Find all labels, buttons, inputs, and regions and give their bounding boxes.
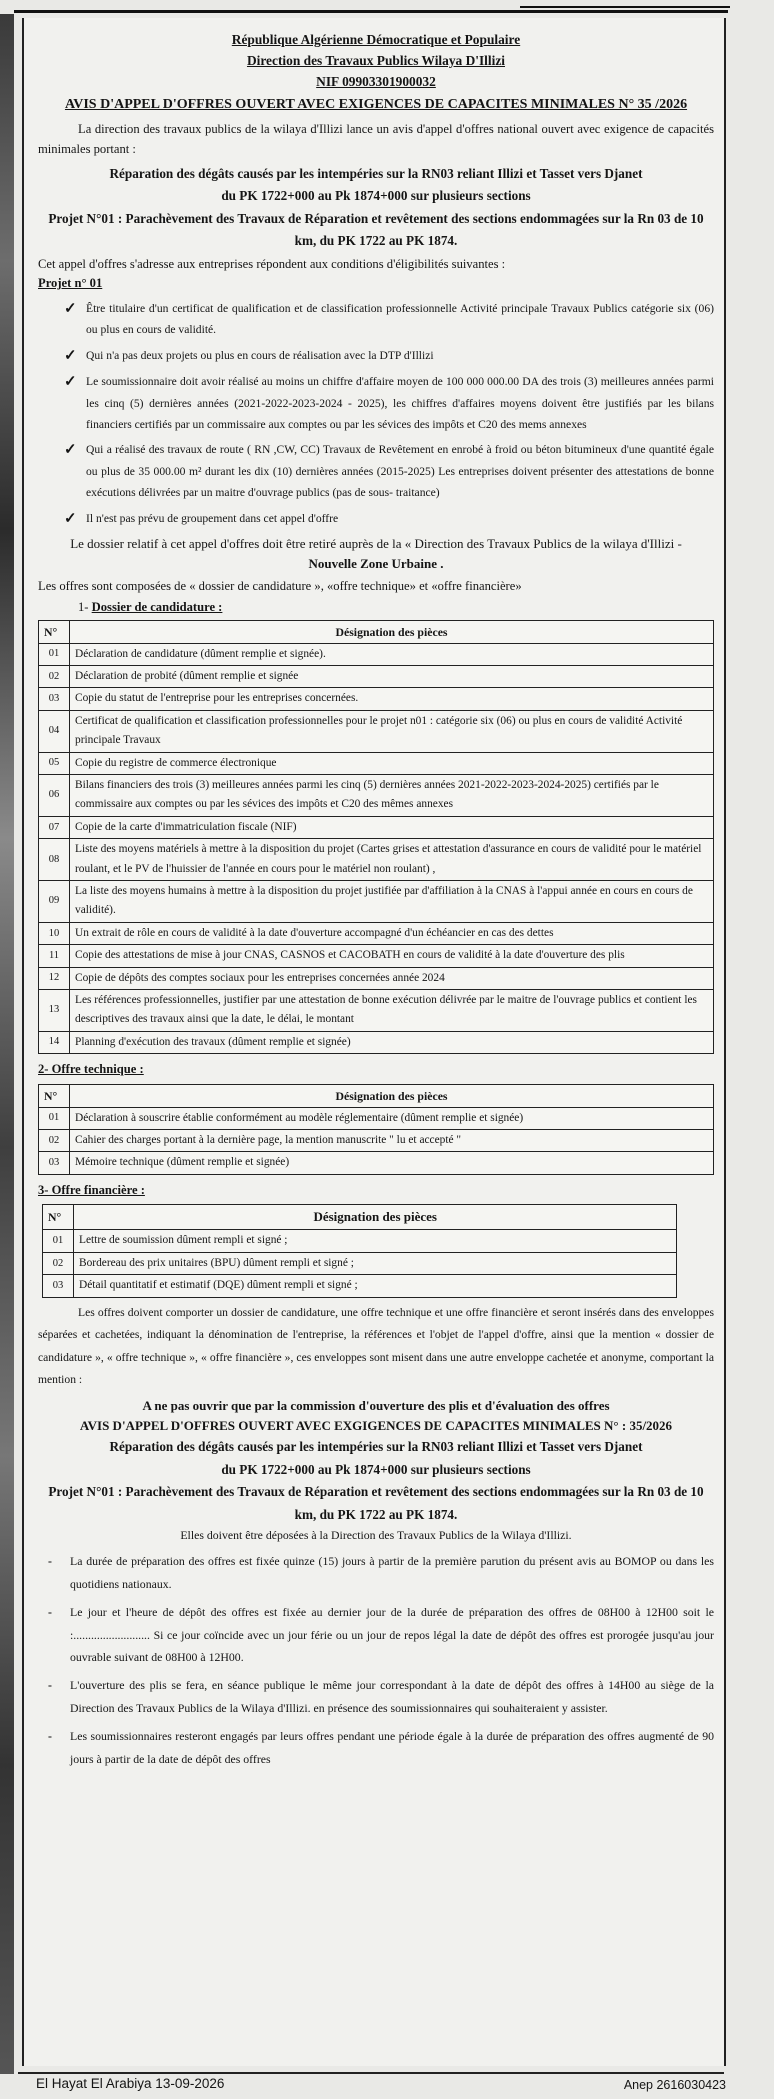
header-republic: République Algérienne Démocratique et Populaire: [231, 32, 521, 47]
col-designation-header: Désignation des pièces: [74, 1205, 677, 1230]
checkmark-icon: ✓: [64, 300, 77, 317]
project-label: Projet n° 01: [38, 276, 103, 291]
table-row: [39, 1130, 714, 1152]
mention-line-3: Réparation des dégâts causés par les intempéries sur la RN03 reliant Illizi et Tasset vers Djanet: [109, 1439, 643, 1455]
col-number-header: N°: [39, 1084, 70, 1107]
top-rule-stub: [520, 0, 730, 8]
list-item: [48, 1725, 714, 1770]
mention-line-6: km, du PK 1722 au PK 1874.: [294, 1506, 458, 1522]
bullet-text: Le jour et l'heure de dépôt des offres est fixée au dernier jour de la durée de préparation des offres de 08H00 à 12H00 soit le :.......................... Si ce jour coïncide avec un jour férie ou un jour de repos légal la date de dépôt des offres est prorogée jusqu'au jour ouvrable suivant de 08H00 à 12H00.: [70, 1605, 714, 1664]
row-number: 08: [39, 839, 70, 881]
table-row: [43, 1230, 677, 1252]
row-number: 02: [39, 1130, 70, 1152]
list-item: [48, 1601, 714, 1668]
bullet-dash-icon: -: [48, 1729, 52, 1744]
page-footer: [18, 2072, 724, 2094]
col-designation-header: Désignation des pièces: [70, 620, 714, 643]
table-row: [39, 643, 714, 665]
technical-table: [38, 1084, 714, 1175]
candidature-table: [38, 620, 714, 1054]
header-direction: Direction des Travaux Publics Wilaya D'Illizi: [246, 52, 506, 68]
dossier-retrait-2: Nouvelle Zone Urbaine .: [308, 556, 444, 572]
section-2-title: 2- Offre technique :: [38, 1062, 144, 1077]
condition-item: [64, 439, 714, 503]
mention-line-4: du PK 1722+000 au Pk 1874+000 sur plusieurs sections: [221, 1461, 531, 1477]
row-designation: Les références professionnelles, justifier par une attestation de bonne exécution délivrée par le maitre de l'ouvrage publics et contient les descriptives des travaux ainsi que la date, le délai, le montant: [70, 989, 714, 1031]
row-number: 07: [39, 816, 70, 838]
row-number: 03: [39, 1152, 70, 1174]
footer-anep-ref: Anep 2616030423: [623, 2078, 726, 2092]
notice-content: [38, 30, 714, 1770]
dossier-retrait-1: Le dossier relatif à cet appel d'offres doit être retiré auprès de la « Direction des Travaux Publics de la wilaya d'Illizi -: [70, 536, 682, 552]
table-row: [39, 880, 714, 922]
table-row: [39, 1107, 714, 1129]
section-3-title: 3- Offre financière :: [38, 1182, 145, 1197]
row-number: 03: [43, 1275, 74, 1297]
row-number: 02: [43, 1252, 74, 1274]
notice-frame: [22, 18, 726, 2066]
condition-text: Il n'est pas prévu de groupement dans cet appel d'offre: [86, 511, 339, 525]
condition-text: Être titulaire d'un certificat de qualification et de classification professionnelle Activité principale Travaux Publics catégorie six (06) ou plus en cours de validité.: [86, 301, 714, 337]
row-designation: Liste des moyens matériels à mettre à la disposition du projet (Cartes grises et attestation d'assurance en cours de validité pour le matériel roulant, et le PV de l'huissier de l'année en cours pour le matériel non roulant) ,: [70, 839, 714, 881]
adjacent-page-strip: [0, 14, 14, 2074]
deposit-text: Elles doivent être déposées à la Direction des Travaux Publics de la Wilaya d'Illizi.: [180, 1528, 572, 1542]
row-number: 03: [39, 688, 70, 710]
bullet-dash-icon: -: [48, 1605, 52, 1620]
row-designation: Cahier des charges portant à la dernière page, la mention manuscrite " lu et accepté ": [70, 1130, 714, 1152]
section-1-title: Dossier de candidature :: [91, 600, 223, 615]
table-row: [39, 666, 714, 688]
table-row: [39, 1031, 714, 1053]
condition-item: [64, 345, 714, 368]
intro-text: La direction des travaux publics de la wilaya d'Illizi lance un avis d'appel d'offres national ouvert avec exigence de capacités minimales portant :: [38, 121, 714, 156]
table-row: [39, 816, 714, 838]
row-designation: Copie de dépôts des comptes sociaux pour les entreprises concernées année 2024: [70, 967, 714, 989]
row-number: 04: [39, 710, 70, 752]
table-row: [39, 945, 714, 967]
bullet-text: Les soumissionnaires resteront engagés par leurs offres pendant une période égale à la durée de préparation des offres augmenté de 90 jours à partir de la date de dépôt des offres: [70, 1729, 714, 1766]
notice-title: AVIS D'APPEL D'OFFRES OUVERT AVEC EXIGENCES DE CAPACITES MINIMALES N° 35 /2026: [64, 97, 688, 113]
row-designation: Certificat de qualification et classification professionnelles pour le projet n01 : catégorie six (06) ou plus en cours de validité Activité principale Travaux: [70, 710, 714, 752]
bullet-text: La durée de préparation des offres est fixée quinze (15) jours à partir de la première parution du présent avis au BOMOP ou dans les quotidiens nationaux.: [70, 1554, 714, 1591]
table-row: [39, 688, 714, 710]
row-designation: Détail quantitatif et estimatif (DQE) dûment rempli et signé ;: [74, 1275, 677, 1297]
row-number: 12: [39, 967, 70, 989]
offers-composition: Les offres sont composées de « dossier de candidature », «offre technique» et «offre financière»: [38, 578, 522, 593]
table-row: [43, 1275, 677, 1297]
object-line-2: du PK 1722+000 au Pk 1874+000 sur plusieurs sections: [221, 188, 531, 204]
table-row: [39, 752, 714, 774]
checkmark-icon: ✓: [64, 347, 77, 364]
condition-item: [64, 298, 714, 341]
bullet-dash-icon: -: [48, 1678, 52, 1693]
row-designation: Déclaration de probité (dûment remplie et signée: [70, 666, 714, 688]
checkmark-icon: ✓: [64, 442, 77, 459]
envelopes-text: Les offres doivent comporter un dossier de candidature, une offre technique et une offre financière et seront insérés dans des enveloppes séparées et cachetées, indiquant la dénomination de l'entreprise, la références et l'objet de l'appel d'offre, ainsi que la mention « dossier de candidature », « offre technique », « offre financière », ces enveloppes sont misent dans une autre enveloppe cachetée et anonyme, comportant la mention :: [38, 1305, 714, 1387]
mention-line-2: AVIS D'APPEL D'OFFRES OUVERT AVEC EXGIGENCES DE CAPACITES MINIMALES N° : 35/2026: [79, 1418, 673, 1434]
condition-text: Le soumissionnaire doit avoir réalisé au moins un chiffre d'affaire moyen de 100 000 000.00 DA des trois (3) meilleures années parmi les cinq (5) dernières années (2021-2022-2023-2024 - 2025), les chiffres d'affaires moyens doivent être justifiés par les bilans financiers certifiés par un commissaire aux comptes ou par les sévices des impôts et C20 des mems annexes: [86, 375, 714, 432]
col-number-header: N°: [43, 1205, 74, 1230]
object-line-1: Réparation des dégâts causés par les intempéries sur la RN03 reliant Illizi et Tasset vers Djanet: [109, 166, 643, 182]
row-designation: Lettre de soumission dûment rempli et signé ;: [74, 1230, 677, 1252]
table-header-row: [39, 620, 714, 643]
top-rule: [14, 10, 728, 13]
table-row: [39, 967, 714, 989]
table-row: [39, 710, 714, 752]
row-number: 10: [39, 922, 70, 944]
condition-text: Qui n'a pas deux projets ou plus en cours de réalisation avec la DTP d'Illizi: [86, 348, 434, 362]
technical-table-body: [39, 1107, 714, 1174]
row-number: 01: [39, 1107, 70, 1129]
row-number: 14: [39, 1031, 70, 1053]
row-designation: Un extrait de rôle en cours de validité à la date d'ouverture accompagné d'un échéancier en cas des dettes: [70, 922, 714, 944]
row-number: 01: [43, 1230, 74, 1252]
condition-item: [64, 508, 714, 531]
row-designation: Copie des attestations de mise à jour CNAS, CASNOS et CACOBATH en cours de validité à la date d'ouverture des plis: [70, 945, 714, 967]
condition-text: Qui a réalisé des travaux de route ( RN ,CW, CC) Travaux de Revêtement en enrobé à froid ou béton bitumineux d'une quantité égale ou plus de 35 000.00 m² durant les dix (10) dernières années (2015-2025) Les entreprises doivent présenter des attestations de bonne exécutions délivrées par un maitre d'ouvrage publics (pas de sous- traitance): [86, 443, 714, 500]
row-designation: Bilans financiers des trois (3) meilleures années parmi les cinq (5) dernières années 2021-2022-2023-2024-2025) certifiés par le commissaire aux comptes ou par les sévices des impôts et C20 des mêmes annexes: [70, 775, 714, 817]
list-item: [48, 1674, 714, 1719]
row-designation: Copie de la carte d'immatriculation fiscale (NIF): [70, 816, 714, 838]
row-number: 06: [39, 775, 70, 817]
header-nif: NIF 09903301900032: [316, 73, 436, 89]
table-header-row: [39, 1084, 714, 1107]
row-designation: Planning d'exécution des travaux (dûment remplie et signée): [70, 1031, 714, 1053]
col-number-header: N°: [39, 620, 70, 643]
row-number: 09: [39, 880, 70, 922]
row-number: 13: [39, 989, 70, 1031]
table-row: [39, 775, 714, 817]
row-number: 05: [39, 752, 70, 774]
table-row: [39, 922, 714, 944]
mention-line-5: Projet N°01 : Parachèvement des Travaux de Réparation et revêtement des sections endommagées sur la Rn 03 de 10: [48, 1484, 704, 1500]
row-number: 02: [39, 666, 70, 688]
col-designation-header: Désignation des pièces: [70, 1084, 714, 1107]
checkmark-icon: ✓: [64, 510, 77, 527]
row-designation: Copie du statut de l'entreprise pour les entreprises concernées.: [70, 688, 714, 710]
table-header-row: [43, 1205, 677, 1230]
bullet-dash-icon: -: [48, 1554, 52, 1569]
section-1-heading: [78, 598, 714, 618]
project-line-1: Projet N°01 : Parachèvement des Travaux de Réparation et revêtement des sections endommagées sur la Rn 03 de 10: [48, 210, 704, 226]
eligibility-intro: Cet appel d'offres s'adresse aux entreprises répondent aux conditions d'éligibilités suivantes :: [38, 256, 506, 271]
row-designation: Déclaration à souscrire établie conformément au modèle réglementaire (dûment remplie et signée): [70, 1107, 714, 1129]
table-row: [39, 989, 714, 1031]
row-designation: La liste des moyens humains à mettre à la disposition du projet justifiée par d'affiliation à la CNAS à l'appui année en cours en cours de validité).: [70, 880, 714, 922]
footer-newspaper-date: El Hayat El Arabiya 13-09-2026: [36, 2076, 225, 2091]
bullet-text: L'ouverture des plis se fera, en séance publique le même jour correspondant à la date de dépôt des offres à 14H00 au siège de la Direction des Travaux Publics de la Wilaya d'Illizi. en présence des soumissionnaires qui souhaiteraient y assister.: [70, 1678, 714, 1715]
table-row: [43, 1252, 677, 1274]
row-number: 01: [39, 643, 70, 665]
row-designation: Copie du registre de commerce électronique: [70, 752, 714, 774]
candidature-table-body: [39, 643, 714, 1053]
section-1-number: 1-: [78, 600, 89, 615]
row-number: 11: [39, 945, 70, 967]
project-line-2: km, du PK 1722 au PK 1874.: [294, 233, 458, 249]
row-designation: Bordereau des prix unitaires (BPU) dûment rempli et signé ;: [74, 1252, 677, 1274]
mention-line-1: A ne pas ouvrir que par la commission d'ouverture des plis et d'évaluation des offres: [142, 1397, 610, 1413]
condition-item: [64, 371, 714, 435]
table-row: [39, 1152, 714, 1174]
table-row: [39, 839, 714, 881]
financial-table-body: [43, 1230, 677, 1297]
list-item: [48, 1550, 714, 1595]
financial-table: [42, 1204, 677, 1297]
row-designation: Mémoire technique (dûment remplie et signée): [70, 1152, 714, 1174]
row-designation: Déclaration de candidature (dûment remplie et signée).: [70, 643, 714, 665]
checkmark-icon: ✓: [64, 374, 77, 391]
